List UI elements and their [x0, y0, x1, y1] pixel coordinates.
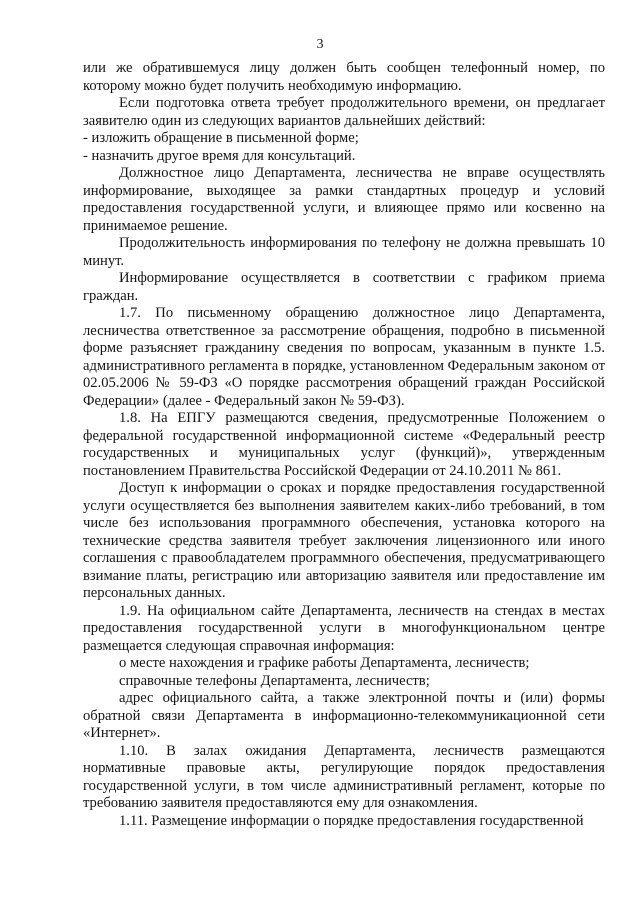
page-number: 3	[316, 37, 324, 52]
paragraph-continuation: или же обратившемуся лицу должен быть сообщен телефонный номер, по которому можно будет получить необходимую информацию.	[83, 60, 605, 94]
paragraph-1-8: 1.8. На ЕПГУ размещаются сведения, предусмотренные Положением о федеральной государственной информационной системе «Федеральный реестр государственных и муниципальных услуг (функций)», утвержденным постановлением Правительства Российской Федерации от 24.10.2011 № 861.	[83, 410, 605, 479]
paragraph-1-10: 1.10. В залах ожидания Департамента, лесничеств размещаются нормативные правовые акты, регулирующие порядок предоставления государственной услуги, в том числе административный регламент, которые по требованию заявителя предоставляются ему для ознакомления.	[83, 742, 605, 811]
list-item-website: адрес официального сайта, а также электронной почты и (или) формы обратной связи Департамента в информационно-телекоммуникационной сети «Интернет».	[83, 690, 605, 741]
paragraph-1-7: 1.7. По письменному обращению должностное лицо Департамента, лесничества ответственное за рассмотрение обращения, подробно в письменной форме разъясняет гражданину сведения по вопросам, указанным в пункте 1.5. административного регламента в порядке, установленном Федеральным законом от 02.05.2006 № 59-ФЗ «О порядке рассмотрения обращений граждан Российской Федерации» (далее - Федеральный закон № 59-ФЗ).	[83, 305, 605, 409]
list-item-phones: справочные телефоны Департамента, лесничеств;	[119, 672, 430, 689]
paragraph-schedule: Информирование осуществляется в соответствии с графиком приема граждан.	[83, 270, 605, 304]
paragraph-1-9: 1.9. На официальном сайте Департамента, лесничеств на стендах в местах предоставления государственной услуги в многофункциональном центре размещается следующая справочная информация:	[83, 602, 605, 654]
list-item-location: о месте нахождения и графике работы Департамента, лесничеств;	[119, 655, 530, 671]
list-item-other-time: - назначить другое время для консультаций.	[83, 147, 356, 164]
paragraph-access: Доступ к информации о сроках и порядке предоставления государственной услуги осуществляется без выполнения заявителем каких-либо требований, в том числе без использования программного обеспечения, установка которого на технические средства заявителя требует заключения лицензионного или иного соглашения с правообладателем программного обеспечения, предусматривающего взимание платы, регистрацию или авторизацию заявителя или предоставление им персональных данных.	[83, 480, 605, 601]
paragraph-long-response-options: Если подготовка ответа требует продолжительного времени, он предлагает заявителю один из следующих вариантов дальнейших действий:	[83, 95, 605, 129]
paragraph-official-limits: Должностное лицо Департамента, лесничества не вправе осуществлять информирование, выходящее за рамки стандартных процедур и условий предоставления государственной услуги, и влияющее прямо или косвенно на принимаемое решение.	[83, 165, 605, 234]
paragraph-1-11: 1.11. Размещение информации о порядке предоставления государственной	[119, 812, 584, 829]
paragraph-phone-duration: Продолжительность информирования по телефону не должна превышать 10 минут.	[83, 235, 605, 269]
document-body	[83, 60, 605, 830]
list-item-written-form: - изложить обращение в письменной форме;	[83, 130, 359, 146]
